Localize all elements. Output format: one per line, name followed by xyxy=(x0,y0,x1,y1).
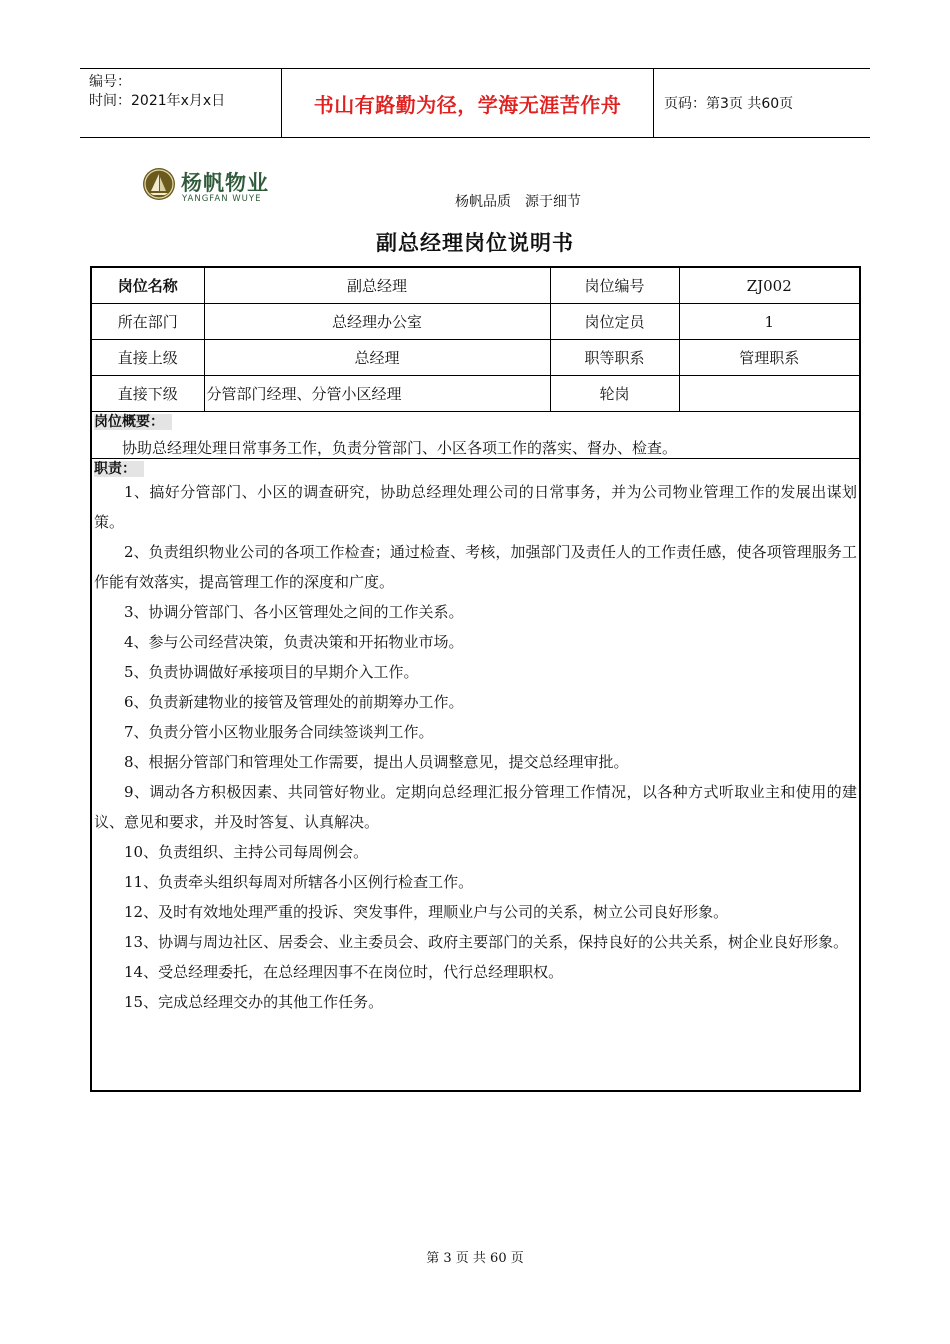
number-label: 编号： xyxy=(89,74,131,90)
table-row xyxy=(91,376,860,412)
list-item: 11、负责牵头组织每周对所辖各小区例行检查工作。 xyxy=(124,873,474,891)
list-item: 10、负责组织、主持公司每周例会。 xyxy=(124,843,369,861)
date-label: 时间：2021年x月x日 xyxy=(89,93,226,109)
summary-text: 协助总经理处理日常事务工作，负责分管部门、小区各项工作的落实、督办、检查。 xyxy=(122,439,678,457)
header-meta xyxy=(89,73,225,111)
table-row xyxy=(91,340,860,376)
list-item: 2、负责组织物业公司的各项工作检查；通过检查、考核，加强部门及责任人的工作责任感，使各项管理服务工作能有效落实，提高管理工作的深度和广度。 xyxy=(94,543,857,591)
duty-list xyxy=(94,477,857,1017)
header-motto: 书山有路勤为径，学海无涯苦作舟 xyxy=(313,92,622,117)
header-page-info: 页码：第3页 共60页 xyxy=(664,96,794,112)
table-row xyxy=(91,267,860,304)
table-cell: 分管部门经理、分管小区经理 xyxy=(204,376,550,412)
header-divider xyxy=(653,69,654,137)
company-logo xyxy=(143,165,283,210)
table-cell: 轮岗 xyxy=(550,376,679,412)
table-cell: 岗位定员 xyxy=(550,304,679,340)
table-cell: 管理职系 xyxy=(679,340,860,376)
table-cell xyxy=(679,376,860,412)
table-row xyxy=(91,304,860,340)
list-item: 7、负责分管小区物业服务合同续签谈判工作。 xyxy=(124,723,434,741)
page-header xyxy=(80,68,870,138)
table-cell: 直接上级 xyxy=(91,340,204,376)
table-cell: 所在部门 xyxy=(91,304,204,340)
table-cell: 岗位名称 xyxy=(91,267,204,304)
list-item: 15、完成总经理交办的其他工作任务。 xyxy=(124,993,384,1011)
table-cell: 1 xyxy=(679,304,860,340)
list-item: 13、协调与周边社区、居委会、业主委员会、政府主要部门的关系，保持良好的公共关系，树企业良好形象。 xyxy=(124,933,849,951)
sail-logo-icon xyxy=(143,168,175,200)
list-item: 1、搞好分管部门、小区的调查研究，协助总经理处理公司的日常事务，并为公司物业管理工作的发展出谋划策。 xyxy=(94,483,857,531)
list-item: 9、调动各方积极因素、共同管好物业。定期向总经理汇报分管理工作情况，以各种方式听取业主和使用的建议、意见和要求，并及时答复、认真解决。 xyxy=(94,783,857,831)
summary-section xyxy=(90,412,861,459)
slogan: 杨帆品质 源于细节 xyxy=(455,194,581,210)
list-item: 5、负责协调做好承接项目的早期介入工作。 xyxy=(124,663,419,681)
table-cell: 岗位编号 xyxy=(550,267,679,304)
list-item: 14、受总经理委托，在总经理因事不在岗位时，代行总经理职权。 xyxy=(124,963,564,981)
duties-label: 职责： xyxy=(94,461,144,477)
summary-label: 岗位概要： xyxy=(94,414,172,430)
list-item: 3、协调分管部门、各小区管理处之间的工作关系。 xyxy=(124,603,464,621)
table-cell: 职等职系 xyxy=(550,340,679,376)
table-cell: 总经理 xyxy=(204,340,550,376)
table-cell: 直接下级 xyxy=(91,376,204,412)
list-item: 12、及时有效地处理严重的投诉、突发事件，理顺业户与公司的关系，树立公司良好形象。 xyxy=(124,903,729,921)
document-title: 副总经理岗位说明书 xyxy=(376,231,574,255)
position-info-table xyxy=(90,266,861,412)
list-item: 6、负责新建物业的接管及管理处的前期筹办工作。 xyxy=(124,693,464,711)
logo-name-en: YANGFAN WUYE xyxy=(182,194,262,204)
list-item: 8、根据分管部门和管理处工作需要，提出人员调整意见，提交总经理审批。 xyxy=(124,753,629,771)
table-cell: ZJ002 xyxy=(679,267,860,304)
table-cell: 副总经理 xyxy=(204,267,550,304)
logo-name-cn: 杨帆物业 xyxy=(181,171,269,195)
page-footer: 第 3 页 共 60 页 xyxy=(426,1251,524,1266)
table-cell: 总经理办公室 xyxy=(204,304,550,340)
list-item: 4、参与公司经营决策，负责决策和开拓物业市场。 xyxy=(124,633,464,651)
duties-section xyxy=(90,459,861,1092)
